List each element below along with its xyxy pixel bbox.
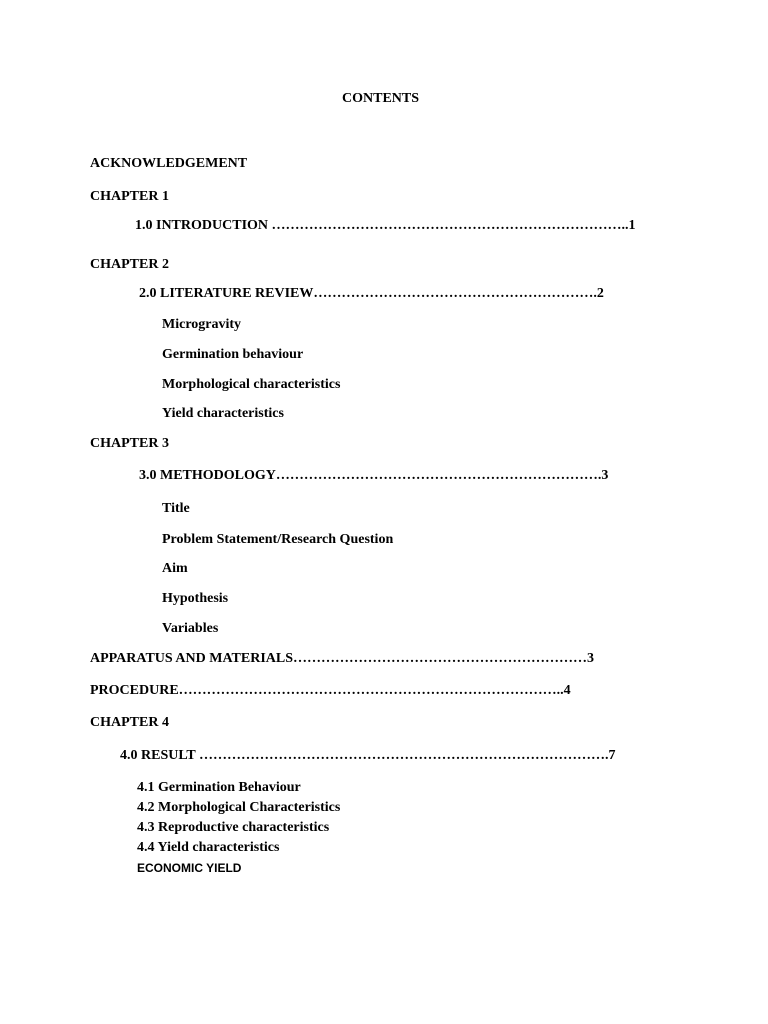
chapter-3-heading: CHAPTER 3 [90,436,169,451]
toc-entry-procedure: PROCEDURE………………………………………………………………………..4 [90,683,571,698]
chapter-4-heading: CHAPTER 4 [90,715,169,730]
toc-sub-item: Problem Statement/Research Question [162,532,394,547]
toc-sub-item: Variables [162,621,219,636]
toc-entry-apparatus: APPARATUS AND MATERIALS………………………………………………………3 [90,651,595,666]
toc-acknowledgement: ACKNOWLEDGEMENT [90,156,248,171]
toc-economic-yield: ECONOMIC YIELD [137,861,242,875]
chapter-1-heading: CHAPTER 1 [90,189,169,204]
page-title: CONTENTS [342,91,420,106]
toc-entry-literature-review: 2.0 LITERATURE REVIEW…………………………………………………….2 [139,286,604,301]
toc-sub-item: Germination behaviour [162,347,304,362]
toc-entry-result: 4.0 RESULT …………………………………………………………………………….7 [120,748,616,763]
toc-sub-item: Yield characteristics [162,406,284,421]
toc-sub-item: Morphological characteristics [162,377,341,392]
toc-sub-item: Microgravity [162,317,242,332]
chapter-2-heading: CHAPTER 2 [90,257,169,272]
toc-sub-item: 4.2 Morphological Characteristics [137,800,341,815]
toc-sub-item: 4.3 Reproductive characteristics [137,820,330,835]
toc-sub-item: 4.4 Yield characteristics [137,840,280,855]
toc-entry-introduction: 1.0 INTRODUCTION …………………………………………………………………..1 [135,218,636,233]
toc-sub-item: Hypothesis [162,591,229,606]
toc-sub-item: 4.1 Germination Behaviour [137,780,301,795]
toc-sub-item: Aim [162,561,188,576]
toc-entry-methodology: 3.0 METHODOLOGY…………………………………………………………….3 [139,468,609,483]
toc-sub-item: Title [162,501,190,516]
